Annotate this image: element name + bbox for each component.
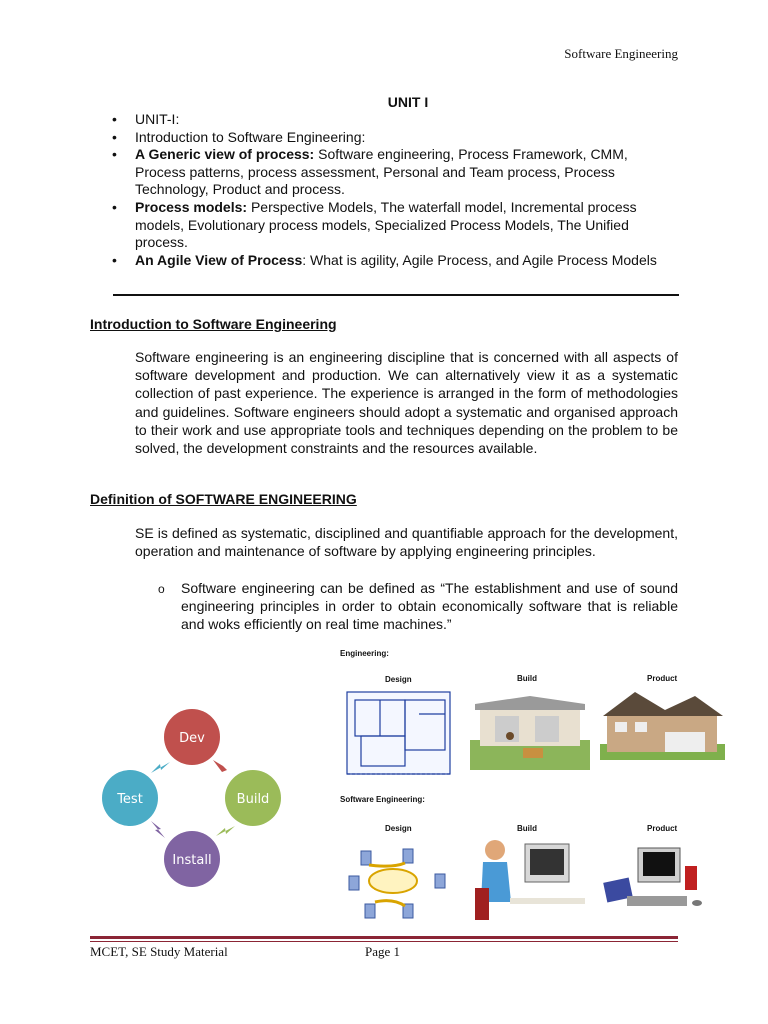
cycle-label-install: Install (172, 853, 212, 868)
cycle-label-test: Test (117, 792, 143, 807)
outline-item: • Process models: Perspective Models, The waterfall model, Incremental process models, Evolutionary process models, Specialized Process Models, The Unified process. (90, 199, 680, 252)
running-header: Software Engineering (564, 46, 678, 61)
section-heading-definition: Definition of SOFTWARE ENGINEERING (90, 491, 357, 507)
intro-paragraph: Software engineering is an engineering discipline that is concerned with all aspects of software development and production. We can alternatively view it as a systematic collection of past experience. The experience is arranged in the form of methodologies and guidelines. Software engineers should adopt a systematic and organised approach to their work and use appropriate tools and techniques depending on the problem to be solved, the development constraints and the resources available. (135, 349, 678, 457)
cycle-label-build: Build (236, 792, 270, 807)
cycle-arrow-icon (151, 762, 170, 773)
outline-item: • An Agile View of Process: What is agility, Agile Process, and Agile Process Models (90, 252, 680, 270)
unit-title: UNIT I (387, 94, 429, 110)
engineering-label: Engineering: (340, 649, 389, 658)
cycle-arrow-icon (216, 826, 235, 836)
column-build: Build (517, 824, 537, 833)
computer-product-image (603, 848, 702, 906)
outline-item: • UNIT-I: (90, 111, 680, 129)
circle-bullet-icon: o (158, 582, 165, 596)
programmer-image (475, 840, 585, 920)
column-build: Build (517, 674, 537, 683)
blueprint-image (347, 692, 450, 774)
column-design: Design (385, 675, 412, 684)
definition-paragraph: SE is defined as systematic, disciplined and quantifiable approach for the development, operation and maintenance of software by applying engineering principles. (135, 525, 678, 560)
footer-rule (90, 936, 678, 939)
footer-label: MCET, SE Study Material (90, 944, 228, 959)
cycle-label-dev: Dev (179, 731, 205, 746)
column-product: Product (647, 824, 678, 833)
house-construction-image (470, 696, 590, 770)
outline-item: • Introduction to Software Engineering: (90, 129, 680, 147)
cycle-arrow-icon (213, 760, 227, 772)
unit-outline (90, 111, 680, 269)
column-design: Design (385, 824, 412, 833)
software-design-image (349, 849, 445, 918)
sub-bullet-text: Software engineering can be defined as “The establishment and use of sound engineering principles in order to obtain economically software that is reliable and woks efficiently on real time machines.” (181, 580, 678, 632)
cycle-arrow-icon (151, 821, 165, 838)
column-product: Product (647, 674, 678, 683)
software-engineering-label: Software Engineering: (340, 795, 425, 804)
engineering-comparison-figure (335, 644, 730, 924)
outline-item: • A Generic view of process: Software engineering, Process Framework, CMM, Process patterns, process assessment, Personal and Team process, Process Technology, Product and process. (90, 146, 680, 199)
definition-sub-bullet (158, 579, 678, 633)
outline-divider (113, 294, 679, 296)
finished-house-image (600, 692, 725, 760)
dev-cycle-diagram (95, 700, 295, 900)
footer-rule-thin (90, 941, 678, 942)
section-heading-intro: Introduction to Software Engineering (90, 316, 337, 332)
page-number: Page 1 (365, 944, 401, 959)
